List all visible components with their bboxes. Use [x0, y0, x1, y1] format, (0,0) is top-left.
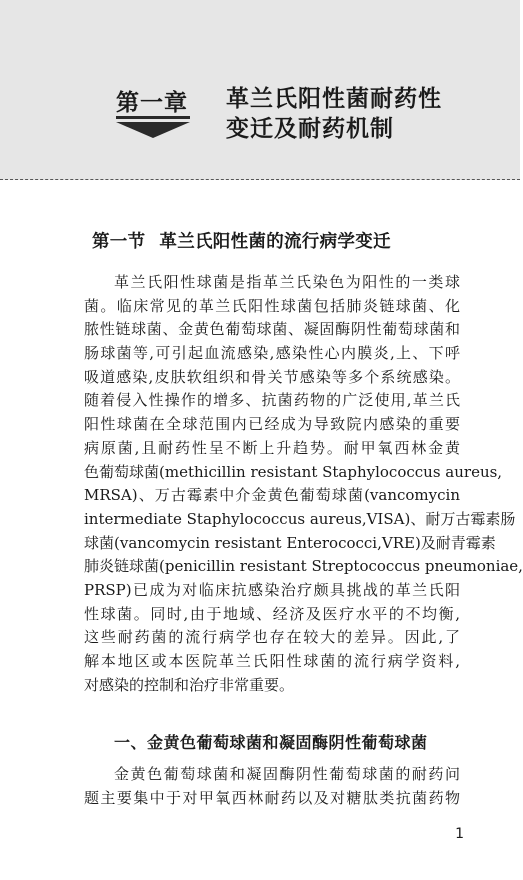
chapter-heading	[116, 82, 456, 152]
chapter-title-line: 变迁及耐药机制	[226, 116, 394, 142]
text-line: 色葡萄球菌(methicillin resistant Staphylococcus aureus,	[84, 462, 503, 481]
text-line: 菌。临床常见的革兰氏阳性球菌包括肺炎链球菌、化	[84, 296, 460, 315]
text-line: 肠球菌等,可引起血流感染,感染性心内膜炎,上、下呼	[84, 344, 460, 363]
chapter-title-line: 革兰氏阳性菌耐药性	[226, 86, 442, 112]
text-line: 题主要集中于对甲氧西林耐药以及对糖肽类抗菌药物	[84, 788, 460, 807]
text-line: 肺炎链球菌(penicillin resistant Streptococcus pneumoniae,	[84, 557, 523, 576]
body-paragraph-1	[84, 271, 523, 697]
text-line: 随着侵入性操作的增多、抗菌药物的广泛使用,革兰氏	[84, 391, 460, 410]
section-title	[92, 228, 391, 253]
section-title-text: 革兰氏阳性菌的流行病学变迁	[159, 232, 391, 252]
page-number: 1	[455, 826, 464, 842]
text-line: 这些耐药菌的流行病学也存在较大的差异。因此,了	[84, 628, 460, 647]
text-line: 解本地区或本医院革兰氏阳性球菌的流行病学资料,	[84, 652, 460, 670]
text-line: PRSP)已成为对临床抗感染治疗颇具挑战的革兰氏阳	[84, 580, 460, 599]
text-line: 吸道感染,皮肤软组织和骨关节感染等多个系统感染。	[84, 367, 460, 386]
text-line: MRSA)、万古霉素中介金黄色葡萄球菌(vancomycin	[84, 486, 460, 505]
text-line: 球菌(vancomycin resistant Enterococci,VRE)及耐青霉素	[84, 533, 496, 552]
chapter-arrow-icon	[116, 116, 190, 138]
text-line: 性球菌。同时,由于地域、经济及医疗水平的不均衡,	[84, 604, 460, 623]
text-line: intermediate Staphylococcus aureus,VISA)、耐万古霉素肠	[84, 509, 516, 528]
text-line: 革兰氏阳性球菌是指革兰氏染色为阳性的一类球	[114, 273, 460, 291]
chapter-header-band	[0, 0, 520, 180]
chapter-label: 第一章	[116, 90, 188, 116]
body-paragraph-2	[84, 763, 460, 810]
text-line: 病原菌,且耐药性呈不断上升趋势。耐甲氧西林金黄	[84, 438, 460, 457]
chapter-title	[226, 84, 442, 144]
subsection-title: 一、金黄色葡萄球菌和凝固酶阴性葡萄球菌	[114, 733, 428, 752]
text-line: 金黄色葡萄球菌和凝固酶阴性葡萄球菌的耐药问	[114, 765, 460, 783]
section-number: 第一节	[92, 232, 146, 252]
text-line: 对感染的控制和治疗非常重要。	[84, 675, 295, 694]
text-line: 阳性球菌在全球范围内已经成为导致院内感染的重要	[84, 415, 460, 434]
text-line: 脓性链球菌、金黄色葡萄球菌、凝固酶阴性葡萄球菌和	[84, 320, 460, 339]
